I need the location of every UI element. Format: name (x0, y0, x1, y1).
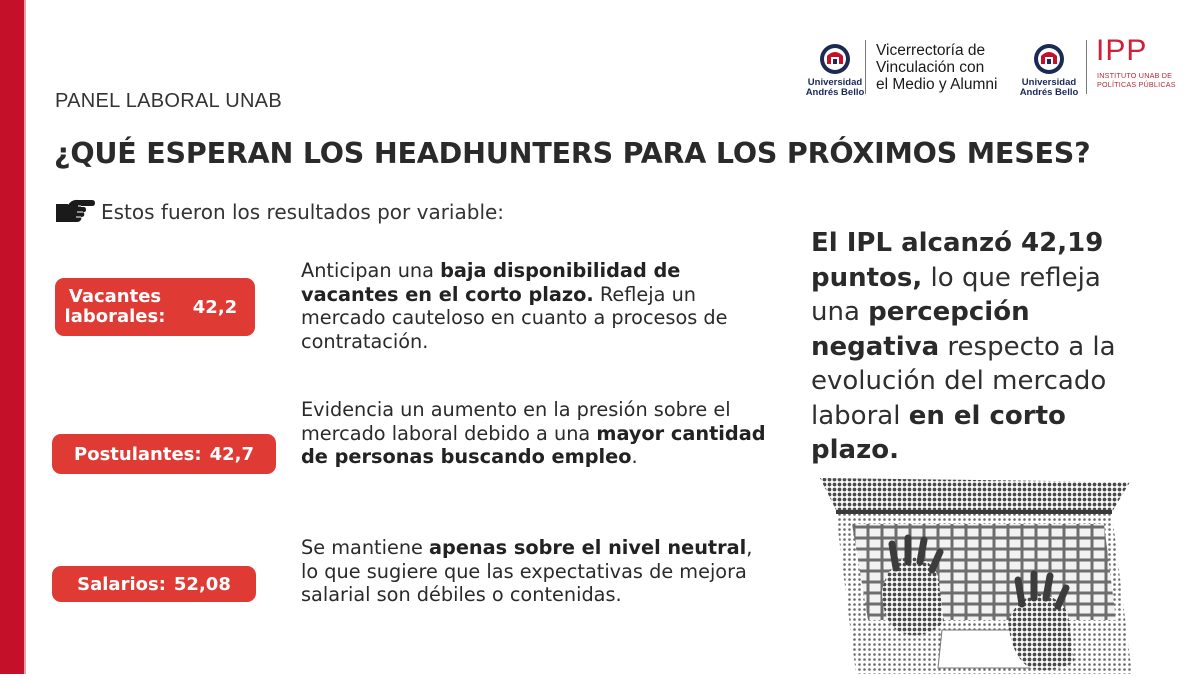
left-accent-stripe (0, 0, 24, 674)
salarios-badge (52, 566, 256, 602)
left-accent-stripe-edge (24, 0, 26, 674)
ipp-sub-line2: POLÍTICAS PÚBLICAS (1097, 80, 1176, 89)
desc-segment-bold: mayor cantidad de personas buscando empleo (301, 421, 766, 468)
desc-segment-bold: apenas sobre el nivel neutral (429, 536, 747, 559)
panel-label: PANEL LABORAL UNAB (55, 90, 282, 112)
intro-text: Estos fueron los resultados por variable: (101, 200, 505, 224)
postulantes-label: Postulantes: (74, 443, 202, 465)
ipl-summary (811, 226, 1141, 468)
unab-crest-icon (818, 42, 852, 76)
laptop-typing-illustration (812, 472, 1152, 674)
ipp-logo-mark: IPP (1096, 34, 1148, 67)
postulantes-description (301, 398, 771, 469)
salarios-description (301, 536, 771, 607)
vacantes-badge (55, 278, 255, 336)
desc-segment: , lo que sugiere que las expectativas de mejora salarial son débiles o contenidas. (301, 536, 753, 606)
unab-wordmark-line1: Universidad (1021, 77, 1077, 88)
unab-logo (803, 42, 867, 98)
summary-segment: lo que refleja una (811, 262, 1101, 327)
vicerrectoria-wordmark (876, 42, 997, 93)
summary-segment-bold: percepción negativa (811, 297, 1030, 362)
summary-segment-bold: El IPL alcanzó 42,19 puntos, (811, 228, 1104, 293)
summary-segment: respecto a la evolución del mercado laboral (811, 331, 1116, 431)
logo-divider (1086, 40, 1087, 94)
desc-segment: Se mantiene (301, 536, 430, 559)
vice-line1: Vicerrectoría de (876, 42, 986, 59)
desc-segment: Anticipan una (301, 259, 441, 282)
vacantes-value: 42,2 (192, 296, 238, 318)
desc-segment: Evidencia un aumento en la presión sobre el mercado laboral debido a una (301, 398, 731, 445)
vice-line2: Vinculación con (876, 59, 985, 76)
vice-line3: el Medio y Alumni (876, 76, 998, 93)
salarios-value: 52,08 (173, 573, 231, 595)
desc-segment: Refleja un mercado cauteloso en cuanto a procesos de contratación. (301, 282, 728, 353)
unab-wordmark-line2: Andrés Bello (805, 87, 865, 98)
salarios-label: Salarios: (77, 573, 166, 595)
postulantes-badge (52, 434, 276, 474)
unab-crest-icon (1032, 42, 1066, 76)
ipp-logo-subtitle (1097, 71, 1176, 89)
desc-segment-bold: baja disponibilidad de vacantes en el corto plazo. (301, 259, 681, 306)
logo-divider (865, 40, 866, 94)
vacantes-label-line2: laborales: (64, 306, 166, 327)
unab-logo-secondary (1017, 42, 1081, 98)
summary-segment-bold: en el corto plazo. (811, 400, 1066, 465)
vacantes-label (55, 287, 175, 327)
desc-segment: . (631, 445, 638, 468)
page-title: ¿QUÉ ESPERAN LOS HEADHUNTERS PARA LOS PRÓXIMOS MESES? (54, 137, 1091, 170)
vacantes-label-line1: Vacantes (68, 286, 162, 307)
postulantes-value: 42,7 (209, 443, 254, 465)
unab-wordmark-line1: Universidad (807, 77, 863, 88)
vacantes-description (301, 259, 771, 353)
unab-wordmark-line2: Andrés Bello (1019, 87, 1079, 98)
pointing-hand-icon (54, 196, 96, 224)
ipp-sub-line1: INSTITUTO UNAB DE (1097, 71, 1173, 80)
